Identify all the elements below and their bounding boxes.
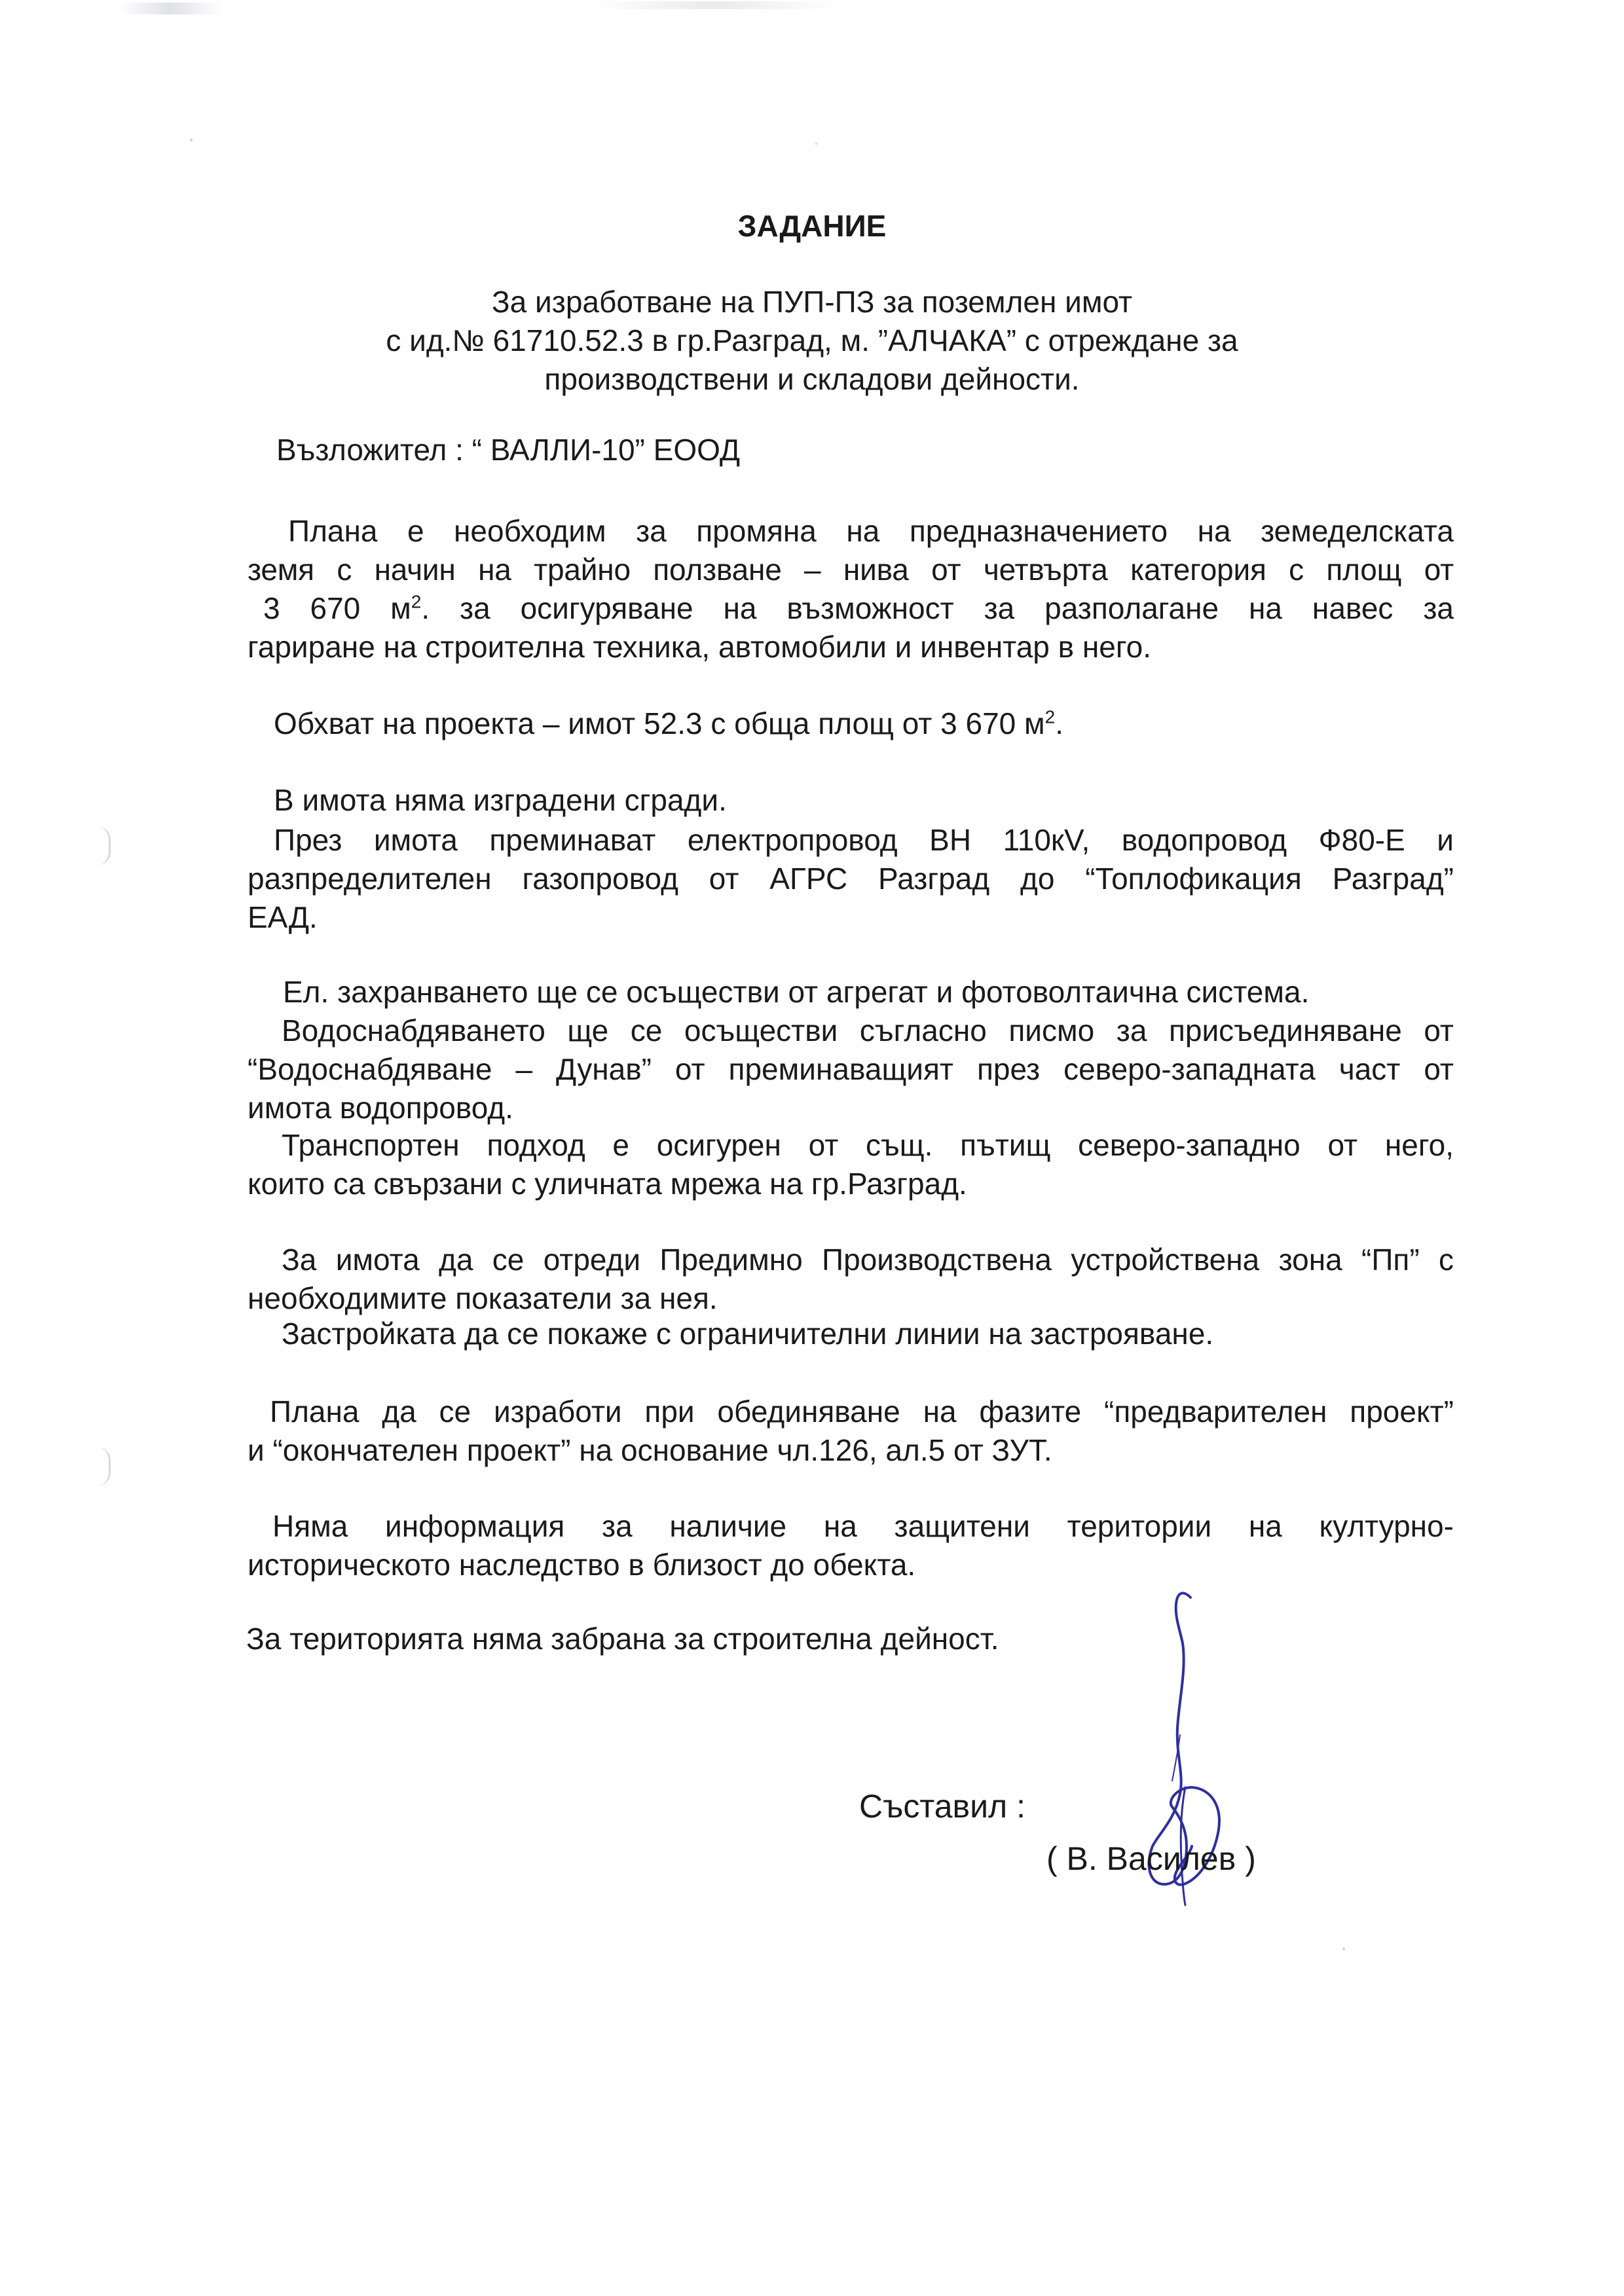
paragraph-line: През имота преминават електропровод ВН 110кV, водопровод Ф80-Е и <box>274 823 1454 857</box>
paragraph-line: имота водопровод. <box>248 1091 513 1125</box>
paragraph-line: които са свързани с уличната мрежа на гр.Разград. <box>248 1167 967 1201</box>
paragraph-line: Плана е необходим за промяна на предназначението на земеделската <box>288 514 1454 548</box>
scan-smudge <box>118 3 223 14</box>
assignor-line: Възложител : “ ВАЛЛИ-10” ЕООД <box>276 433 741 467</box>
document-title: ЗАДАНИЕ <box>737 209 887 243</box>
paragraph-line: Плана да се изработи при обединяване на фазите “предварителен проект” <box>270 1394 1454 1429</box>
paragraph-line: Няма информация за наличие на защитени територии на културно- <box>272 1509 1454 1543</box>
paragraph-access <box>248 1126 1454 1203</box>
paragraph-no-buildings: В имота няма изградени сгради. <box>274 783 727 817</box>
compiled-by-label: Съставил : <box>859 1788 1025 1825</box>
paragraph-line: За имота да се отреди Предимно Производствена устройствена зона “Пп” с <box>282 1243 1454 1277</box>
paragraph-no-ban: За територията няма забрана за строителна дейност. <box>246 1622 999 1656</box>
paragraph-zone <box>248 1241 1454 1318</box>
paragraph-line: ЕАД. <box>248 900 318 934</box>
scan-smudge <box>589 1 838 9</box>
paragraph-line: и “окончателен проект” на основание чл.126, ал.5 от ЗУТ. <box>248 1433 1052 1467</box>
paragraph-scope: Обхват на проекта – имот 52.3 с обща площ от 3 670 $м^2$. <box>274 706 1064 740</box>
subtitle-line: За изработване на ПУП-ПЗ за поземлен имот <box>491 285 1133 319</box>
document-subtitle <box>0 283 1624 399</box>
paragraph-line: “Водоснабдяване – Дунав” от преминаващият през северо-западната част от <box>248 1052 1454 1086</box>
subtitle-line: производствени и складови дейности. <box>544 362 1080 396</box>
paragraph-utilities <box>248 821 1454 937</box>
paragraph-line: гариране на строителна техника, автомобили и инвентар в него. <box>248 630 1151 664</box>
paragraph-heritage <box>248 1507 1454 1584</box>
signer-name: ( В. Василев ) <box>1046 1840 1256 1877</box>
scan-speck <box>190 139 193 141</box>
scan-speck <box>815 143 817 145</box>
paragraph-line: Транспортен подход е осигурен от същ. пътищ северо-западно от него, <box>282 1128 1454 1162</box>
paragraph-power: Ел. захранването ще се осъществи от агрегат и фотоволтаична система. <box>283 975 1310 1009</box>
punch-hole-mark <box>97 1447 111 1486</box>
paragraph-line: историческото наследство в близост до обекта. <box>248 1548 916 1582</box>
paragraph-line: земя с начин на трайно ползване – нива от четвърта категория с площ от <box>248 553 1454 587</box>
paragraph-building-lines: Застройката да се покаже с ограничителни линии на застрояване. <box>282 1317 1214 1351</box>
paragraph-water <box>248 1011 1454 1127</box>
paragraph-line: необходимите показатели за нея. <box>248 1281 718 1315</box>
paragraph-phases <box>248 1393 1454 1470</box>
subtitle-line: с ид.№ 61710.52.3 в гр.Разград, м. ”АЛЧАКА” с отреждане за <box>386 323 1238 357</box>
punch-hole-mark <box>97 826 111 866</box>
paragraph-purpose <box>248 512 1454 666</box>
paragraph-line: Водоснабдяването ще се осъществи съгласно писмо за присъединяване от <box>282 1013 1454 1048</box>
paragraph-line: 3 670 $м^2$. за осигуряване на възможност за разполагане на навес за <box>263 591 1454 625</box>
paragraph-line: разпределителен газопровод от АГРС Разград до “Топлофикация Разград” <box>248 862 1454 896</box>
scan-speck <box>1342 1948 1345 1950</box>
